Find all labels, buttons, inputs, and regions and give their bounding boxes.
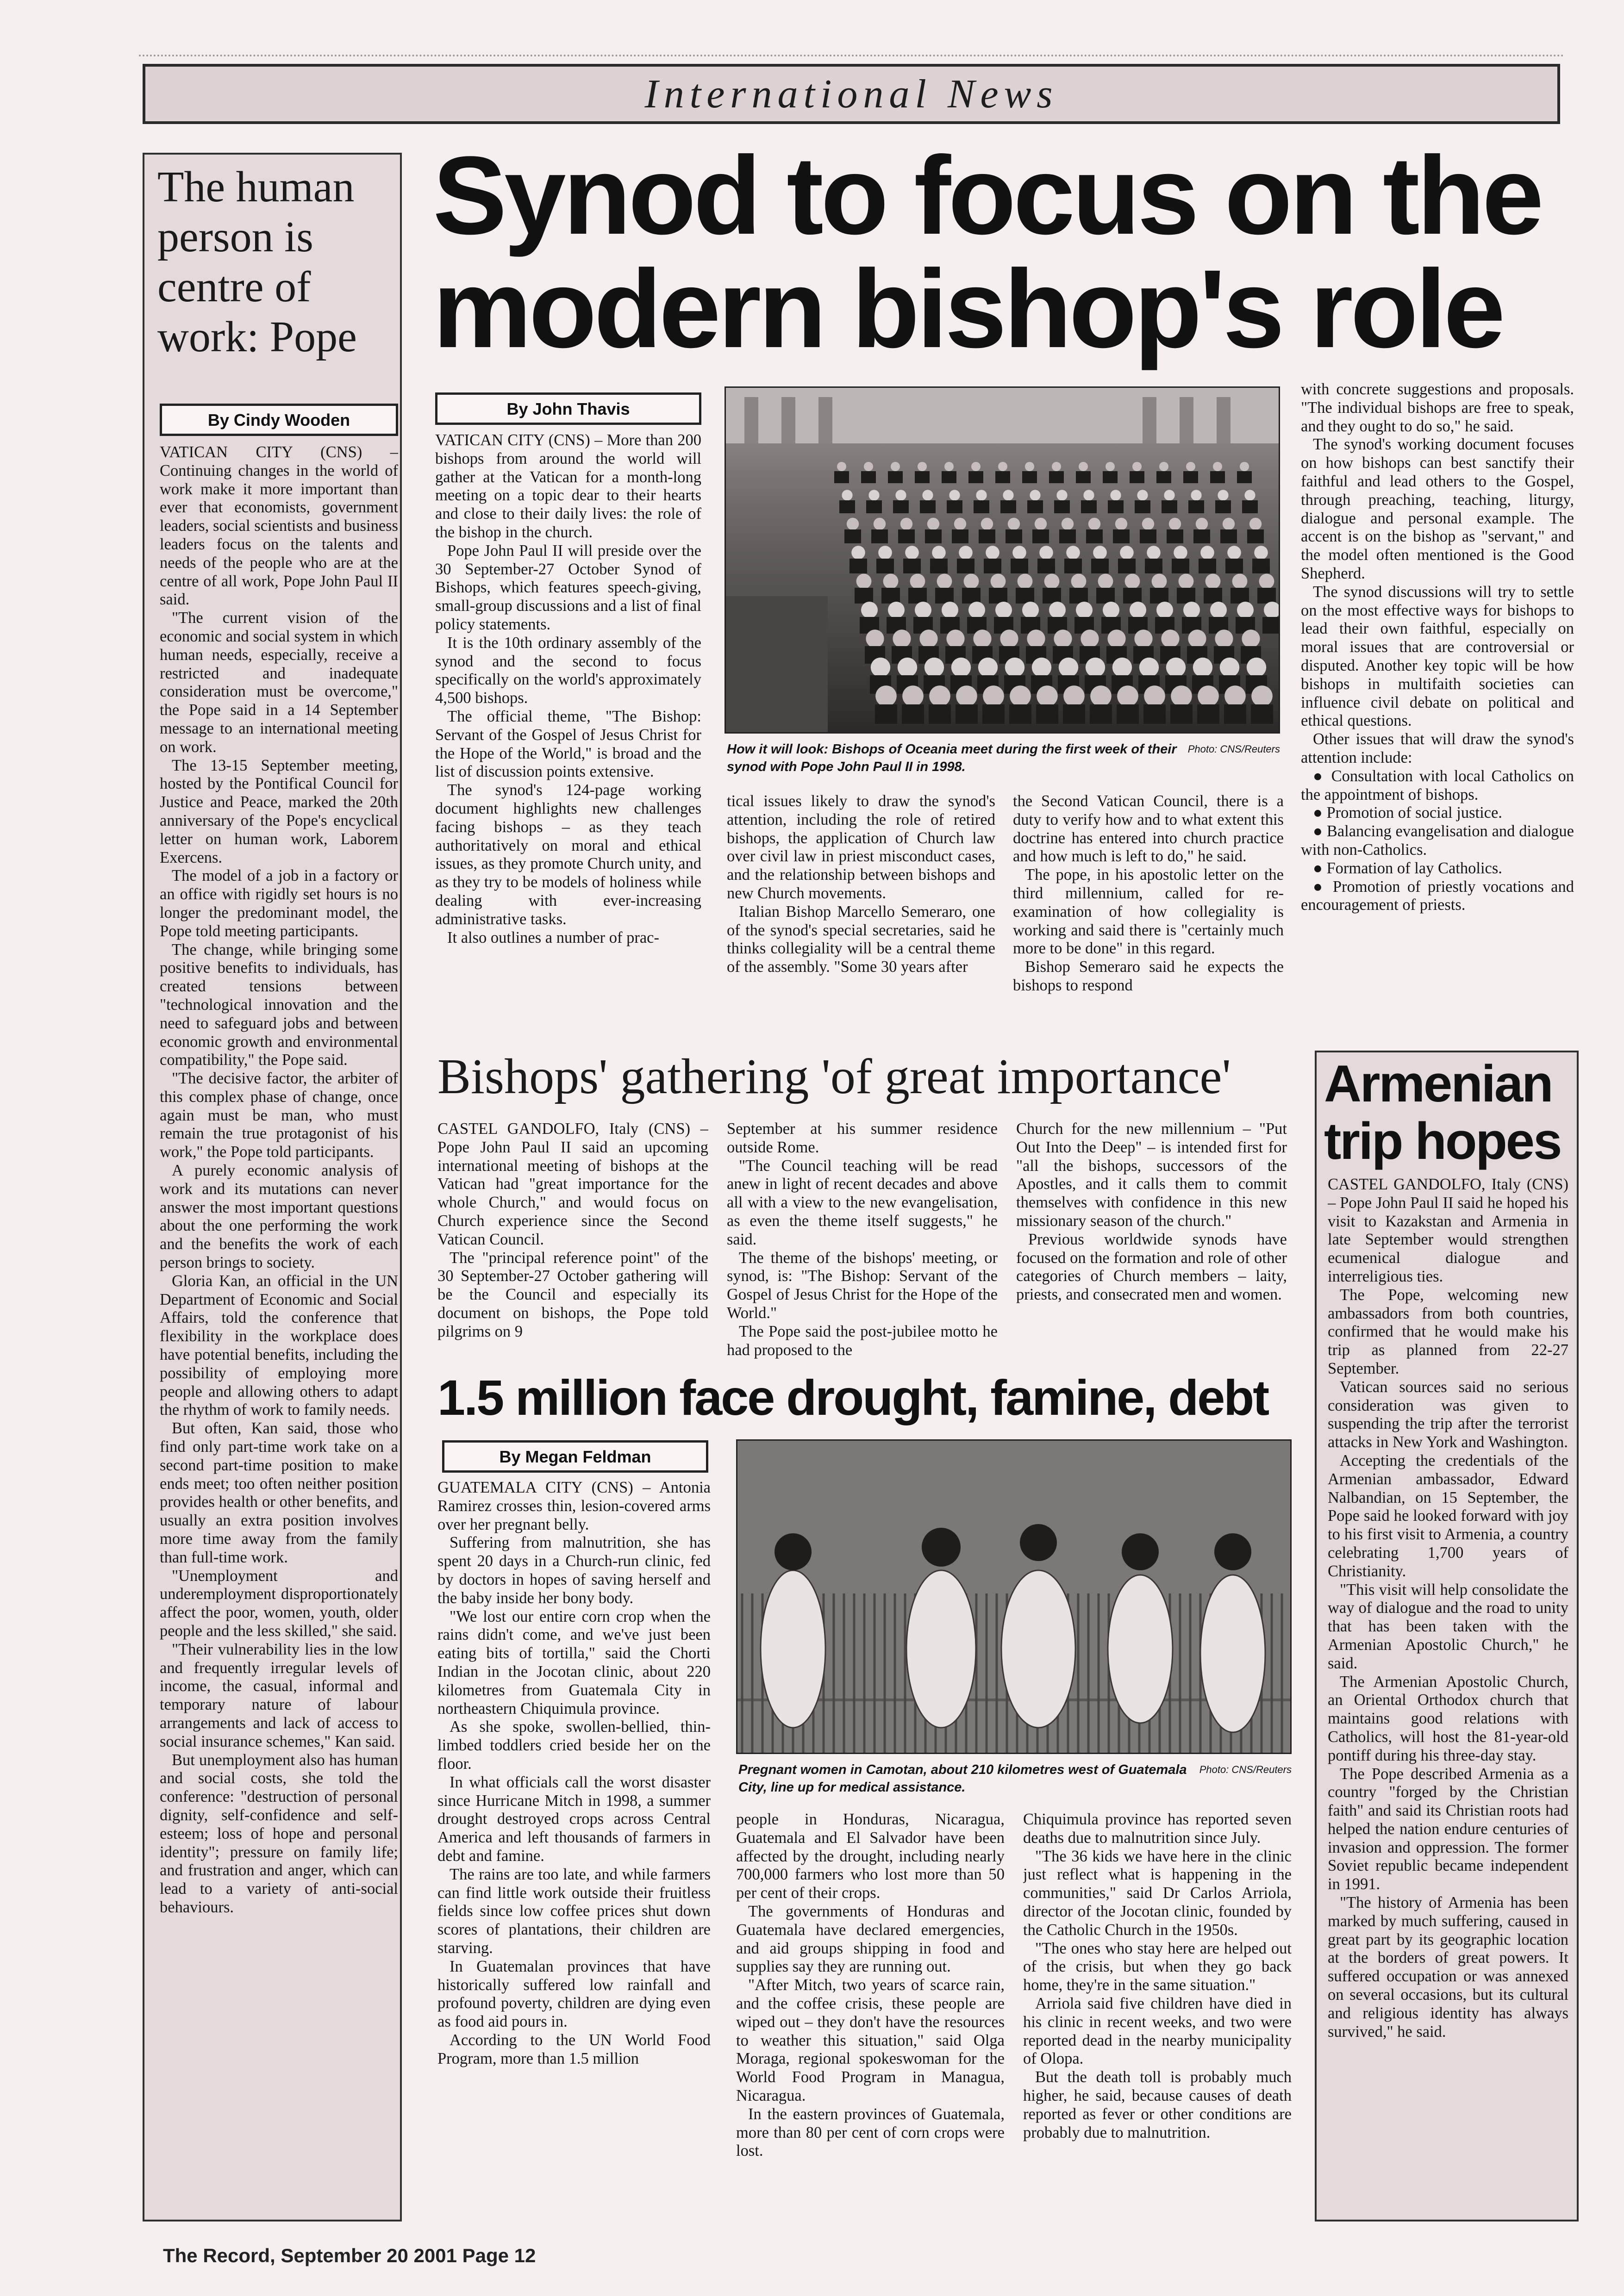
paragraph: Suffering from malnutrition, she has spent 20 days in a Church-run clinic, fed by doctors in hopes of saving herself and the baby inside her bony body. [437,1534,711,1607]
drought-column-3 [1023,1811,1292,2227]
sidebar-byline: By Cindy Wooden [160,404,398,436]
paragraph: the Second Vatican Council, there is a duty to verify how and to what extent this doctrine has entered into church practice and how much is left to do," he said. [1013,792,1284,865]
synod-photo [725,386,1280,734]
paragraph: Italian Bishop Marcello Semeraro, one of the synod's special secretaries, said he thinks collegiality will be a central theme of the assembly. "Some 30 years after [727,902,995,976]
paragraph: September at his summer residence outside Rome. [727,1120,998,1156]
paragraph: The Pope described Armenia as a country "forged by the Christian faith" and said its Christian roots had helped the nation endure centuries of invasion and oppression. The former Soviet republic became independent in 1991. [1328,1765,1568,1893]
drought-headline: 1.5 million face drought, famine, debt [437,1369,1268,1425]
paragraph: "We lost our entire corn crop when the rains didn't come, and we've just been eating bits of tortilla," said the Chorti Indian in the Jocotan clinic, about 220 kilometres from Guatemala City in northeastern Chiquimula province. [437,1607,711,1717]
paragraph: As she spoke, swollen-bellied, thin-limbed toddlers cried beside her on the floor. [437,1718,711,1773]
paragraph: The 13-15 September meeting, hosted by the Pontifical Council for Justice and Peace, marked the 20th anniversary of the Pope's encyclical letter on human work, Laborem Exercens. [160,756,398,866]
synod-column-2 [727,792,995,1042]
paragraph: The synod's 124-page working document highlights new challenges facing bishops – as they teach authoritatively on moral and ethical issues, as they promote Church unity, and as they try to be models of holiness while dealing with ever-increasing administrative tasks. [435,781,701,928]
section-title: International News [644,71,1058,117]
synod-assembly-image [726,388,1280,734]
paragraph: Pope John Paul II will preside over the 30 September-27 October Synod of Bishops, which features speech-giving, small-group discussions and a list of final policy statements. [435,541,701,633]
drought-column-1 [437,1479,711,2228]
drought-column-2 [736,1811,1005,2227]
paragraph: GUATEMALA CITY (CNS) – Antonia Ramirez crosses thin, lesion-covered arms over her pregnant belly. [437,1479,711,1533]
synod-photo-caption [727,740,1280,776]
paragraph: CASTEL GANDOLFO, Italy (CNS) – Pope John Paul II said he hoped his visit to Kazakstan and Armenia in late September would strengthen ecumenical dialogue and interreligious ties. [1328,1176,1568,1285]
synod-column-3 [1013,792,1284,1042]
paragraph: tical issues likely to draw the synod's attention, including the role of retired bishops, the application of Church law over civil law in priest misconduct cases, and the relationship between bishops and new Church movements. [727,792,995,902]
sidebar-headline: The human person is centre of work: Pope [157,163,357,361]
paragraph: VATICAN CITY (CNS) – Continuing changes in the world of work make it more important than ever that economists, government leaders, social scientists and business leaders focus on the talents and needs of the people who are at the centre of all work, Pope John Paul II said. [160,443,398,609]
drought-photo-caption [738,1761,1292,1796]
synod-photo-credit: Photo: CNS/Reuters [1187,743,1280,755]
synod-column-1 [435,431,701,1042]
paragraph: In Guatemalan provinces that have historically suffered low rainfall and profound poverty, children are dying even as food aid pours in. [437,1957,711,2031]
paragraph: Accepting the credentials of the Armenian ambassador, Edward Nalbandian, on 15 September, the Pope said he looked forward with joy to his first visit to Armenia, a country celebrating 1,700 years of Christianity. [1328,1451,1568,1580]
bullet-item: ● Promotion of social justice. [1301,804,1574,822]
paragraph: It is the 10th ordinary assembly of the synod and the second to focus specifically on the world's approximately 4,500 bishops. [435,634,701,707]
paragraph: Church for the new millennium – "Put Out Into the Deep" – is intended first for "all the bishops, successors of the Apostles, and it calls them to commit themselves with confidence in this new missionary season of the church." [1016,1120,1287,1230]
paragraph: Previous worldwide synods have focused on the formation and role of other categories of Church members – laity, priests, and consecrated men and women. [1016,1230,1287,1304]
paragraph: "The current vision of the economic and social system in which human needs, especially, receive a restricted and inadequate consideration must be overcome," the Pope said in a 14 September message to an international meeting on work. [160,609,398,756]
paragraph: "The decisive factor, the arbiter of this complex phase of change, once again must be man, who must remain the true protagonist of his work," the Pope told participants. [160,1070,398,1161]
paragraph: Gloria Kan, an official in the UN Department of Economic and Social Affairs, told the conference that flexibility in the workplace does have potential benefits, including the possibility of employing more people and allowing others to adapt the rhythm of work to family needs. [160,1272,398,1419]
drought-byline: By Megan Feldman [442,1440,708,1473]
paragraph: It also outlines a number of prac- [447,928,659,946]
paragraph: Vatican sources said no serious consideration was given to suspending the trip after the terrorist attacks in New York and Washington. [1328,1378,1568,1451]
paragraph: A purely economic analysis of work and its mutations can never answer the most important questions about the one performing the work and the benefits the work of each person brings to society. [160,1162,398,1272]
pregnant-women-image [737,1441,1292,1754]
gathering-headline: Bishops' gathering 'of great importance' [437,1049,1231,1104]
gathering-column-1 [437,1120,708,1379]
paragraph: The pope, in his apostolic letter on the third millennium, called for re-examination of how collegiality is working and said there is "certainly much more to be done" in this regard. [1013,866,1284,958]
synod-column-4 [1301,380,1574,1047]
paragraph: The rains are too late, and while farmers can find little work outside their fruitless fields since low coffee prices shut down scores of plantations, their children are starving. [437,1865,711,1957]
synod-caption-text: How it will look: Bishops of Oceania meet during the first week of their synod with Pope John Paul II in 1998. [727,742,1177,774]
paragraph: "This visit will help consolidate the way of dialogue and the road to unity that has been taken with the Armenian Apostolic Church," he said. [1328,1580,1568,1672]
paragraph: "The history of Armenia has been marked by much suffering, caused in great part by its geographic location at the borders of great powers. It suffered occupation or was annexed on several occasions, but its cultural and religious identity has always survived," he said. [1328,1894,1568,2041]
page-footer: The Record, September 20 2001 Page 12 [163,2245,536,2266]
synod-headline-line1: Synod to focus on the [433,133,1541,257]
paragraph: "After Mitch, two years of scarce rain, and the coffee crisis, these people are wiped out – they don't have the resources to weather this situation," said Olga Moraga, regional spokeswoman for the World Food Program in Managua, Nicaragua. [736,1976,1005,2104]
paragraph: In the eastern provinces of Guatemala, more than 80 per cent of corn crops were lost. [736,2105,1005,2160]
armenian-headline: Armenian trip hopes [1324,1055,1561,1170]
section-header [143,64,1560,124]
paragraph: VATICAN CITY (CNS) – More than 200 bishops from around the world will gather at the Vatican for a month-long meeting on a topic dear to their hearts and close to their daily lives: the role of the bishop in the church. [435,431,701,541]
paragraph: The Pope said the post-jubilee motto he had proposed to the [727,1322,998,1359]
paragraph: According to the UN World Food Program, more than 1.5 million [437,2031,711,2067]
synod-headline-line2: modern bishop's role [433,247,1503,371]
paragraph: But the death toll is probably much higher, he said, because causes of death reported as fever or other conditions are probably due to malnutrition. [1023,2068,1292,2141]
paragraph: The governments of Honduras and Guatemala have declared emergencies, and aid groups shipping in food and supplies say they are running out. [736,1902,1005,1976]
paragraph: "Their vulnerability lies in the low and frequently irregular levels of income, the casual, informal and temporary nature of labour arrangements and lack of access to social insurance schemes," Kan said. [160,1640,398,1750]
paragraph: people in Honduras, Nicaragua, Guatemala and El Salvador have been affected by the drought, including nearly 700,000 farmers who lost more than 50 per cent of their crops. [736,1811,1005,1902]
drought-photo [736,1439,1292,1754]
paragraph: The Pope, welcoming new ambassadors from both countries, confirmed that he would make his trip as planned from 22-27 September. [1328,1286,1568,1377]
paragraph: Chiquimula province has reported seven deaths due to malnutrition since July. [1023,1811,1292,1847]
paragraph: "The Council teaching will be read anew in light of recent decades and above all with a view to the new evangelisation, as even the theme itself suggests," he said. [727,1157,998,1248]
paragraph: "Unemployment and underemployment disproportionately affect the poor, women, youth, older people and the less skilled," she said. [160,1567,398,1640]
bullet-item: ● Balancing evangelisation and dialogue with non-Catholics. [1301,822,1574,859]
bullet-item: ● Formation of lay Catholics. [1301,859,1574,878]
drought-caption-text: Pregnant women in Camotan, about 210 kilometres west of Guatemala City, line up for medical assistance. [738,1762,1187,1795]
paragraph: The "principal reference point" of the 30 September-27 October gathering will be the Council and especially its document on bishops, the Pope told pilgrims on 9 [437,1249,708,1340]
paragraph: The official theme, "The Bishop: Servant of the Gospel of Jesus Christ for the Hope of the World," is broad and the list of discussion points extensive. [435,707,701,781]
paragraph: The change, while bringing some positive benefits to individuals, has created tensions between "technological innovation and the need to safeguard jobs and between economic growth and environmental compatibility," the Pope said. [160,940,398,1069]
synod-byline: By John Thavis [435,392,701,425]
paragraph: Bishop Semeraro said he expects the bishops to respond [1013,958,1284,994]
bullet-item: ● Consultation with local Catholics on the appointment of bishops. [1301,767,1574,804]
paragraph: with concrete suggestions and proposals. "The individual bishops are free to speak, and they ought to do so," he said. [1301,380,1574,435]
paragraph: CASTEL GANDOLFO, Italy (CNS) – Pope John Paul II said an upcoming international meeting of bishops at the Vatican had "great importance for the whole Church," and would focus on Church experience since the Second Vatican Council. [437,1120,708,1248]
paragraph: Arriola said five children have died in his clinic in recent weeks, and two were reported dead in the nearby municipality of Olopa. [1023,1994,1292,2068]
drought-photo-credit: Photo: CNS/Reuters [1199,1764,1292,1775]
paragraph: "The ones who stay here are helped out of the crisis, but when they go back home, they're in the same situation." [1023,1939,1292,1994]
gathering-column-2 [727,1120,998,1379]
top-dotted-rule [139,55,1565,60]
paragraph: The synod's working document focuses on how bishops can best sanctify their faithful and lead others to the Gospel, through preaching, teaching, liturgy, dialogue and personal example. The accent is on the bishop as "servant," and the model often mentioned is the Good Shepherd. [1301,436,1574,582]
bullet-item: ● Promotion of priestly vocations and encouragement of priests. [1301,878,1574,915]
paragraph: "The 36 kids we have here in the clinic just reflect what is happening in the communities," said Dr Carlos Arriola, director of the Jocotan clinic, founded by the Catholic Church in the 1950s. [1023,1847,1292,1939]
paragraph: But often, Kan said, those who find only part-time work take on a second part-time position to make ends meet; too often neither position provides health or other benefits, and usually an extra position involves more time away from the family than full-time work. [160,1419,398,1566]
sidebar-body [160,443,398,2216]
paragraph: The synod discussions will try to settle on the most effective ways for bishops to lead their own faithful, especially on moral issues that are controversial or disputed. Another key topic will be how bishops in multifaith societies can influence civil debate on political and ethical questions. [1301,583,1574,730]
gathering-column-3 [1016,1120,1287,1379]
paragraph: But unemployment also has human and social costs, she told the conference: "destruction of personal dignity, self-confidence and self-esteem; loss of hope and personal identity"; pressure on family life; and frustration and anger, which can lead to a variety of anti-social behaviours. [160,1751,398,1916]
paragraph: In what officials call the worst disaster since Hurricane Mitch in 1998, a summer drought destroyed crops across Central America and left thousands of farmers in debt and famine. [437,1773,711,1865]
armenian-body [1328,1176,1568,2217]
paragraph: The theme of the bishops' meeting, or synod, is: "The Bishop: Servant of the Gospel of Jesus Christ for the Hope of the World." [727,1249,998,1322]
paragraph: Other issues that will draw the synod's attention include: [1301,730,1574,766]
paragraph: The model of a job in a factory or an office with rigidly set hours is no longer the predominant model, the Pope told meeting participants. [160,867,398,940]
paragraph: The Armenian Apostolic Church, an Oriental Orthodox church that maintains good relations with Catholics, will host the 81-year-old pontiff during his three-day stay. [1328,1673,1568,1764]
